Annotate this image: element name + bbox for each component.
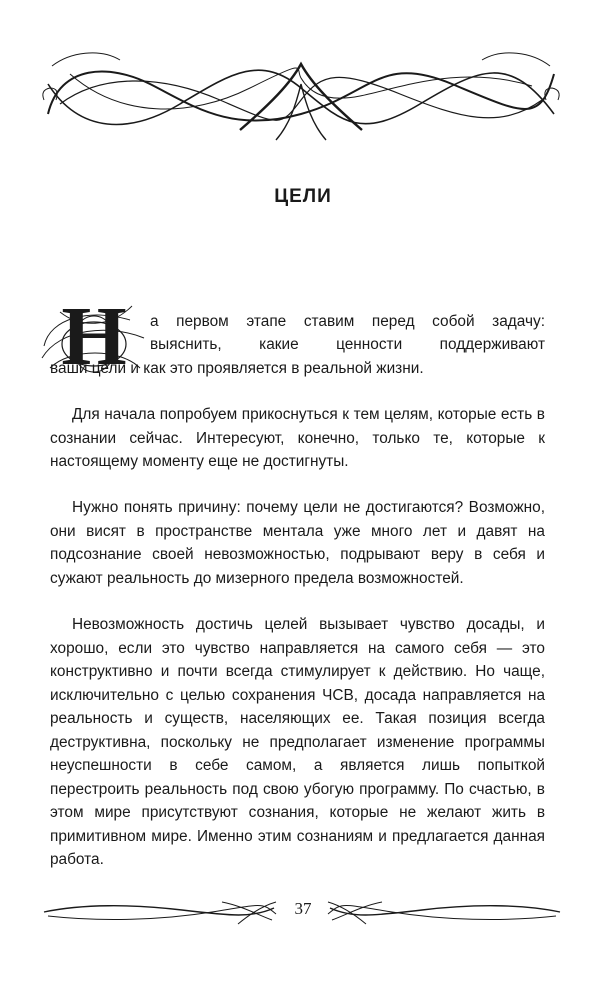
first-paragraph-line-3: ваши цели и как это проявляется в реальной жизни. (50, 359, 424, 377)
top-flourish-icon (40, 44, 562, 148)
chapter-title: ЦЕЛИ (274, 186, 332, 207)
first-paragraph-line-2: выяснить, какие ценности поддерживают (150, 336, 545, 353)
paragraph-4: Невозможность достичь целей вызывает чувство досады, и хорошо, если это чувство направляется на самого себя — это конструктивно и почти всегда стимулирует к действию. Но чаще, исключительно с целью сохранения ЧСВ, досада направляется на реальность и существ, населяющих ее. Такая позиция всегда деструктивна, поскольку не предполагает изменение программы неуспешности в себе самом, а является лишь попыткой перестроить реальность под свою убогую программу. По счастью, в этом мире присутствуют сознания, которые не желают жить в примитивном мире. Именно этим сознаниям и предлагается данная работа. (50, 616, 545, 868)
dropcap-letter: Н (61, 290, 127, 383)
footer-right-flourish-icon (326, 896, 562, 926)
page-number: 37 (294, 899, 312, 918)
first-paragraph-line-1: а первом этапе ставим перед собой задачу: (150, 313, 545, 330)
paragraph-2: Для начала попробуем прикоснуться к тем целям, которые есть в сознании сейчас. Интересуют, конечно, только те, которые к настоящему моменту еще не достигнуты. (50, 406, 545, 470)
paragraph-3: Нужно понять причину: почему цели не достигаются? Возможно, они висят в пространстве ментала уже много лет и давят на подсознание своей невозможностью, подрывают веру в себя и сужают реальность до мизерного предела возможностей. (50, 499, 545, 587)
dropcap (40, 290, 148, 383)
